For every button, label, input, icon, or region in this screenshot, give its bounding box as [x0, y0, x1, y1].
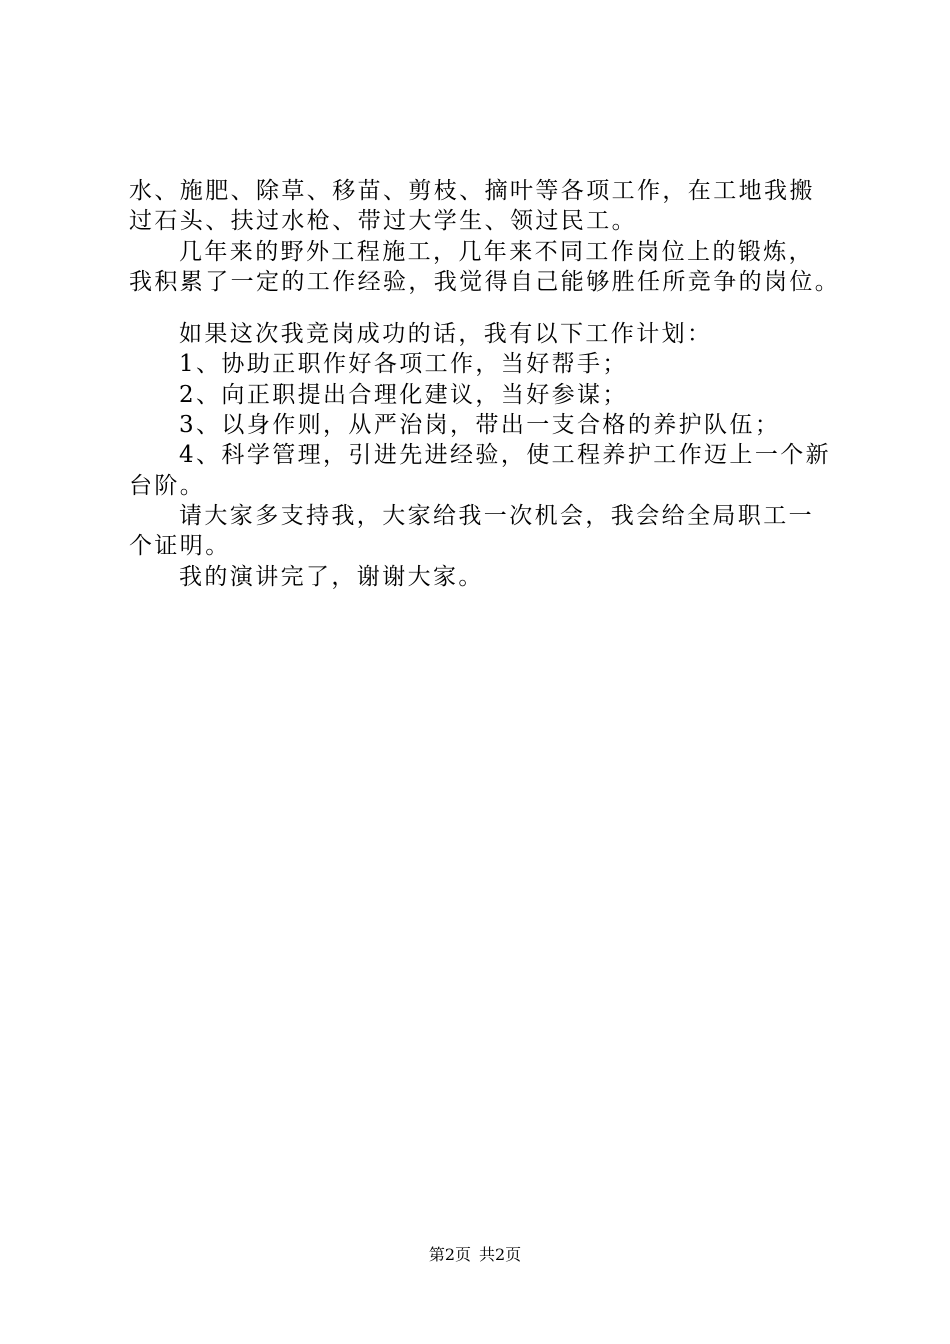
- paragraph-line: 过石头、扶过水枪、带过大学生、领过民工。: [129, 208, 637, 235]
- list-item: 1、协助正职作好各项工作，当好帮手；: [179, 351, 628, 378]
- document-body: [129, 176, 849, 592]
- list-item: 3、以身作则，从严治岗，带出一支合格的养护队伍；: [179, 412, 781, 439]
- paragraph-line: 我积累了一定的工作经验，我觉得自己能够胜任所竞争的岗位。: [129, 268, 841, 295]
- page-footer: [0, 1245, 950, 1265]
- list-item-continuation: 台阶。: [129, 472, 206, 499]
- list-item: 4、科学管理，引进先进经验，使工程养护工作迈上一个新: [179, 442, 832, 469]
- paragraph-spacer: [129, 297, 849, 319]
- paragraph-line: 几年来的野外工程施工，几年来不同工作岗位上的锻炼，: [179, 238, 814, 265]
- paragraph-line: 请大家多支持我，大家给我一次机会，我会给全局职工一: [179, 502, 814, 529]
- closing-line: 我的演讲完了，谢谢大家。: [179, 563, 484, 590]
- page-number-current: 第2页: [428, 1245, 471, 1264]
- paragraph-line: 个证明。: [129, 533, 231, 560]
- paragraph-line: 如果这次我竞岗成功的话，我有以下工作计划：: [179, 321, 713, 348]
- list-item: 2、向正职提出合理化建议，当好参谋；: [179, 381, 628, 408]
- page-number-total: 共2页: [479, 1245, 522, 1264]
- paragraph-line: 水、施肥、除草、移苗、剪枝、摘叶等各项工作，在工地我搬: [129, 178, 815, 204]
